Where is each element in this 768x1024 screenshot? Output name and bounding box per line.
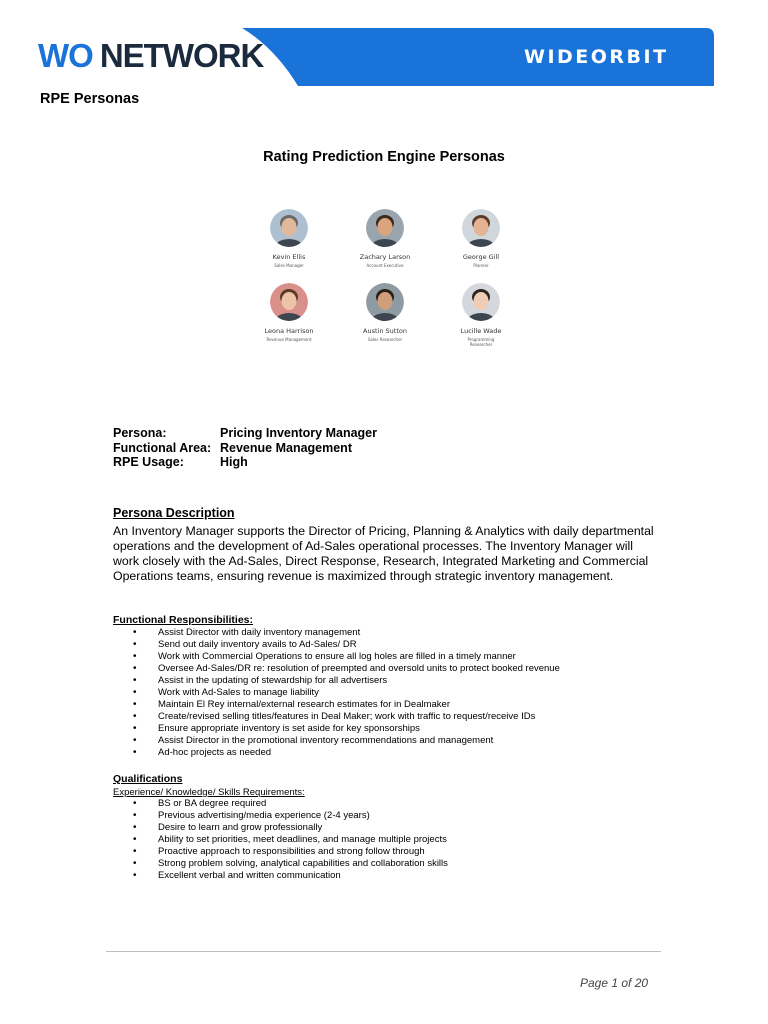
logo-network: NETWORK: [99, 37, 264, 74]
persona-name: Zachary Larson: [359, 253, 411, 261]
list-item: • Maintain El Rey internal/external research estimates for in Dealmaker: [113, 699, 633, 711]
list-item: • Send out daily inventory avails to Ad-Sales/ DR: [113, 639, 633, 651]
list-item: • Ability to set priorities, meet deadlines, and manage multiple projects: [113, 834, 633, 846]
page-number: Page 1 of 20: [580, 976, 649, 990]
persona-name: Kevin Ellis: [272, 253, 306, 261]
persona-role: Revenue Management: [266, 337, 312, 342]
persona-name: Lucille Wade: [460, 327, 502, 335]
wo-network-logo: [38, 36, 263, 76]
qualifications-list: [113, 798, 633, 882]
list-item: • Proactive approach to responsibilities and strong follow through: [113, 846, 633, 858]
header-banner: [0, 28, 714, 86]
rpe-usage-label: RPE Usage:: [113, 455, 184, 470]
persona-card: [241, 209, 337, 268]
list-item: • Work with Commercial Operations to ensure all log holes are filled in a timely manner: [113, 651, 633, 663]
page-title: Rating Prediction Engine Personas: [263, 149, 505, 165]
persona-value: Pricing Inventory Manager: [220, 426, 377, 440]
list-item: • Assist in the updating of stewardship for all advertisers: [113, 675, 633, 687]
functional-area-value: Revenue Management: [220, 440, 352, 455]
persona-description-heading: Persona Description: [113, 506, 235, 520]
doc-title: RPE Personas: [40, 91, 140, 107]
persona-avatar: [270, 209, 308, 247]
list-item: • Ensure appropriate inventory is set aside for key sponsorships: [113, 723, 633, 735]
list-item: • Previous advertising/media experience (2-4 years): [113, 810, 633, 822]
persona-name: Austin Sutton: [363, 327, 407, 335]
rpe-usage-value: High: [220, 455, 248, 470]
persona-role: Sales Manager: [274, 263, 304, 268]
qualifications-subheading: Experience/ Knowledge/ Skills Requirements:: [113, 787, 305, 798]
persona-avatar: [366, 209, 404, 247]
responsibilities-list: [113, 627, 633, 759]
list-item: • Oversee Ad-Sales/DR re: resolution of preempted and oversold units to protect booked revenue: [113, 663, 633, 675]
persona-role: Sales Researcher: [367, 337, 403, 342]
footer-divider: [106, 951, 661, 952]
persona-avatar: [270, 283, 308, 321]
persona-role: Planner: [473, 263, 489, 268]
persona-name: Leona Harrison: [264, 327, 314, 335]
persona-role: Account Executive: [366, 263, 404, 268]
persona-description-text: An Inventory Manager supports the Director of Pricing, Planning & Analytics with daily departmental operations and the development of Ad-Sales operational processes. The Inventory Manager will work closely with the Ad-Sales, Direct Response, Research, Integrated Marketing and Commercial Operations teams, ensuring revenue is maximized through strategic inventory management.: [113, 524, 654, 583]
functional-area-label: Functional Area:: [113, 440, 212, 455]
list-item: • Assist Director with daily inventory management: [113, 627, 633, 639]
persona-card: [433, 209, 529, 268]
persona-avatar: [366, 283, 404, 321]
persona-role: Programming Researcher: [467, 337, 495, 347]
persona-card: [241, 283, 337, 342]
list-item: • Assist Director in the promotional inventory recommendations and management: [113, 735, 633, 747]
persona-avatar: [462, 209, 500, 247]
list-item: • Ad-hoc projects as needed: [113, 747, 633, 759]
persona-card: [433, 283, 529, 347]
persona-card: [337, 283, 433, 342]
logo-wo: WO: [38, 37, 93, 74]
list-item: • BS or BA degree required: [113, 798, 633, 810]
persona-label: Persona:: [113, 426, 167, 440]
wideorbit-logo: WIDEORBIT: [524, 46, 669, 68]
functional-responsibilities-heading: Functional Responsibilities:: [113, 614, 254, 626]
list-item: • Strong problem solving, analytical capabilities and collaboration skills: [113, 858, 633, 870]
persona-name: George Gill: [462, 253, 500, 261]
persona-card: [337, 209, 433, 268]
list-item: • Desire to learn and grow professionally: [113, 822, 633, 834]
list-item: • Create/revised selling titles/features in Deal Maker; work with traffic to request/receive IDs: [113, 711, 633, 723]
persona-meta: [113, 426, 377, 470]
list-item: • Work with Ad-Sales to manage liability: [113, 687, 633, 699]
qualifications-heading: Qualifications: [113, 773, 183, 785]
persona-avatar: [462, 283, 500, 321]
list-item: • Excellent verbal and written communication: [113, 870, 633, 882]
